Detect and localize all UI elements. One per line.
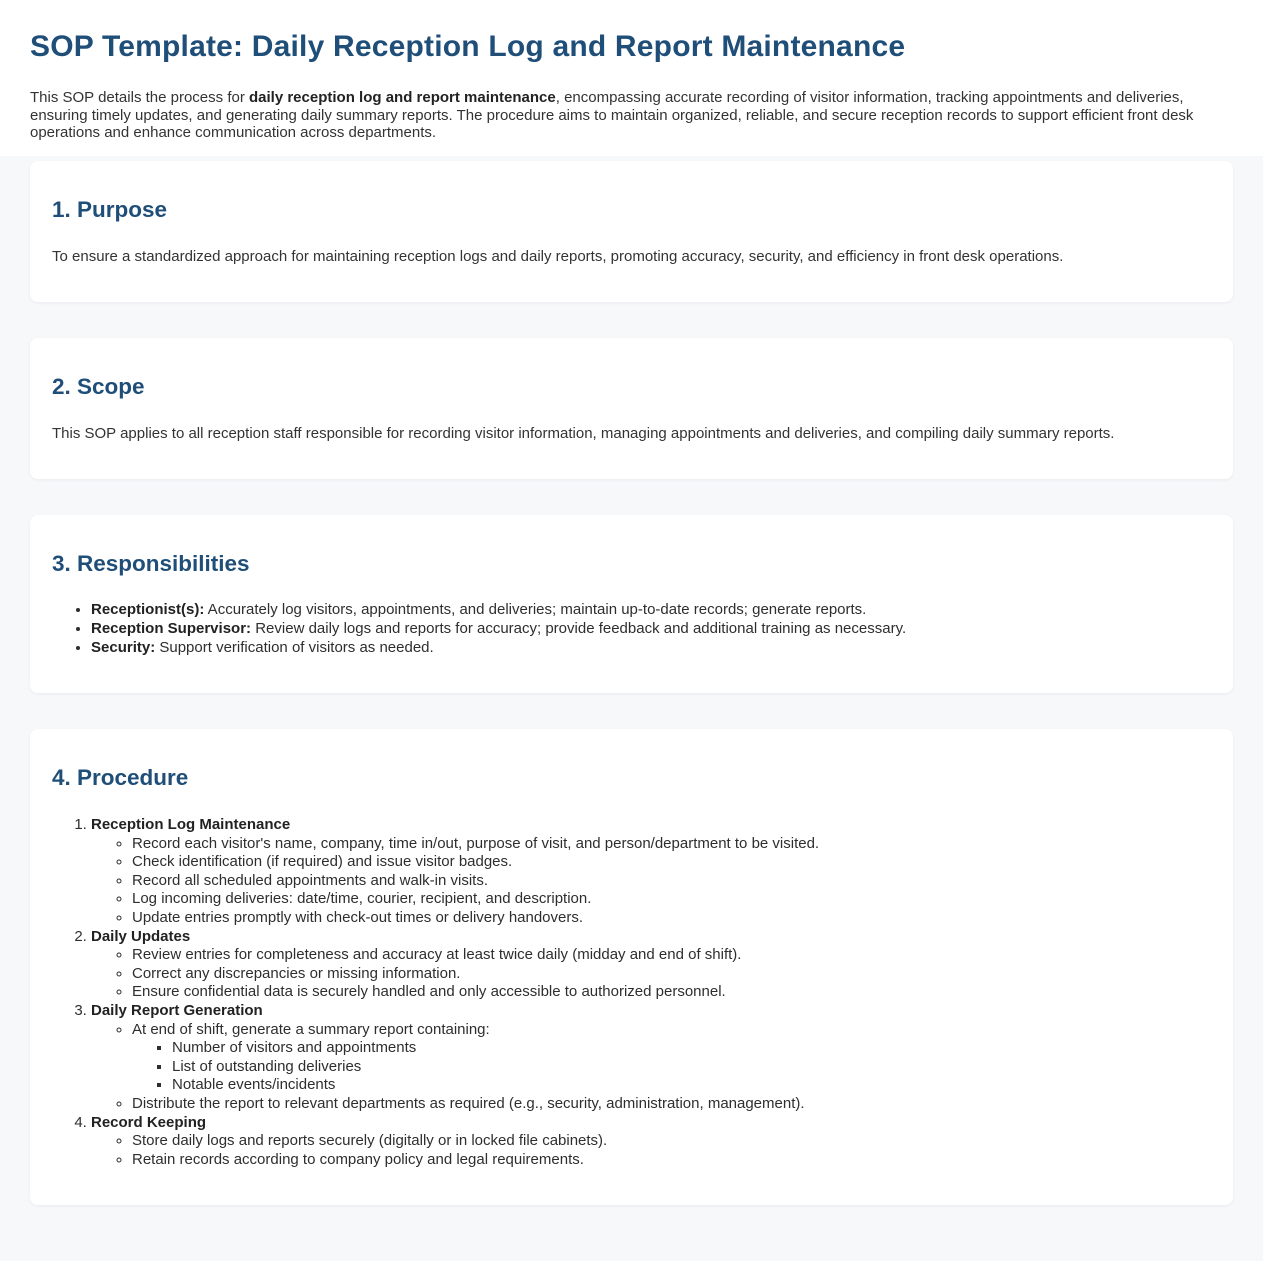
procedure-step-record-keeping: [91, 1114, 1211, 1170]
scope-heading: 2. Scope: [52, 373, 145, 399]
report-contents-list: [132, 1039, 1211, 1095]
scope-body: This SOP applies to all reception staff responsible for recording visitor information, managing appointments and deliveries, and compiling daily summary reports.: [52, 424, 1115, 442]
substep: ◦ Retain records according to company policy and legal requirements.: [132, 1151, 1211, 1170]
procedure-heading: 4. Procedure: [52, 765, 189, 791]
role-label: Security:: [91, 638, 156, 656]
procedure-step-report-generation: [91, 1002, 1211, 1114]
substep: ◦ Correct any discrepancies or missing information.: [132, 965, 1211, 984]
intro-text-suffix: , encompassing accurate recording of visitor information, tracking appointments and deliveries, ensuring timely updates, and generating daily summary reports. The procedure aims to maintain organized, reliable, and secure reception records to support efficient front desk operations and enhance communication across departments.: [30, 89, 1194, 142]
role-description: Support verification of visitors as needed.: [155, 638, 434, 656]
role-description: Review daily logs and reports for accuracy; provide feedback and additional training as necessary.: [251, 620, 907, 637]
step-title: Daily Updates: [91, 927, 191, 945]
list-item-receptionist: [91, 601, 1211, 620]
document-body: [0, 156, 1263, 1261]
intro-text-prefix: This SOP details the process for: [30, 89, 249, 106]
step-substeps: [91, 1132, 1211, 1169]
role-description: Accurately log visitors, appointments, and deliveries; maintain up-to-date records; generate reports.: [204, 601, 867, 619]
section-purpose: [30, 161, 1233, 302]
substep-with-sublist: [132, 1021, 1211, 1095]
procedure-step-log-maintenance: [91, 816, 1211, 928]
substep: ◦ Store daily logs and reports securely (digitally or in locked file cabinets).: [132, 1132, 1211, 1151]
substep: ◦ Update entries promptly with check-out times or delivery handovers.: [132, 909, 1211, 928]
procedure-steps-list: [52, 816, 1211, 1169]
purpose-heading: 1. Purpose: [52, 196, 168, 222]
list-item-security: [91, 639, 1211, 658]
purpose-body: To ensure a standardized approach for maintaining reception logs and daily reports, promoting accuracy, security, and efficiency in front desk operations.: [52, 247, 1064, 265]
section-procedure: [30, 729, 1233, 1205]
report-content-item: ▪ Notable events/incidents: [172, 1076, 1211, 1095]
list-item-supervisor: [91, 620, 1211, 639]
step-title: Reception Log Maintenance: [91, 816, 291, 834]
section-responsibilities: [30, 515, 1233, 694]
procedure-step-daily-updates: [91, 928, 1211, 1002]
substep: ◦ Record each visitor's name, company, time in/out, purpose of visit, and person/department to be visited.: [132, 835, 1211, 854]
document-header: [0, 0, 1263, 156]
substep: ◦ Review entries for completeness and accuracy at least twice daily (midday and end of shift).: [132, 946, 1211, 965]
intro-bold-phrase: daily reception log and report maintenance: [249, 89, 556, 106]
substep: ◦ Ensure confidential data is securely handled and only accessible to authorized personnel.: [132, 983, 1211, 1002]
responsibilities-list: [52, 601, 1211, 657]
substep-text: At end of shift, generate a summary report containing:: [132, 1020, 490, 1038]
step-substeps: [91, 835, 1211, 928]
report-content-item: ▪ List of outstanding deliveries: [172, 1058, 1211, 1077]
step-title: Record Keeping: [91, 1113, 207, 1131]
role-label: Reception Supervisor:: [91, 620, 252, 637]
substep: ◦ Check identification (if required) and issue visitor badges.: [132, 853, 1211, 872]
substep: ◦ Log incoming deliveries: date/time, courier, recipient, and description.: [132, 890, 1211, 909]
role-label: Receptionist(s):: [91, 601, 205, 619]
page-title: SOP Template: Daily Reception Log and Report Maintenance: [30, 30, 906, 63]
substep: ◦ Record all scheduled appointments and walk-in visits.: [132, 872, 1211, 891]
section-scope: [30, 338, 1233, 479]
intro-paragraph: [30, 89, 1222, 142]
step-substeps: [91, 946, 1211, 1002]
report-content-item: ▪ Number of visitors and appointments: [172, 1039, 1211, 1058]
responsibilities-heading: 3. Responsibilities: [52, 550, 250, 576]
substep: ◦ Distribute the report to relevant departments as required (e.g., security, administration, management).: [132, 1095, 1211, 1114]
step-title: Daily Report Generation: [91, 1002, 263, 1019]
step-substeps: [91, 1021, 1211, 1114]
